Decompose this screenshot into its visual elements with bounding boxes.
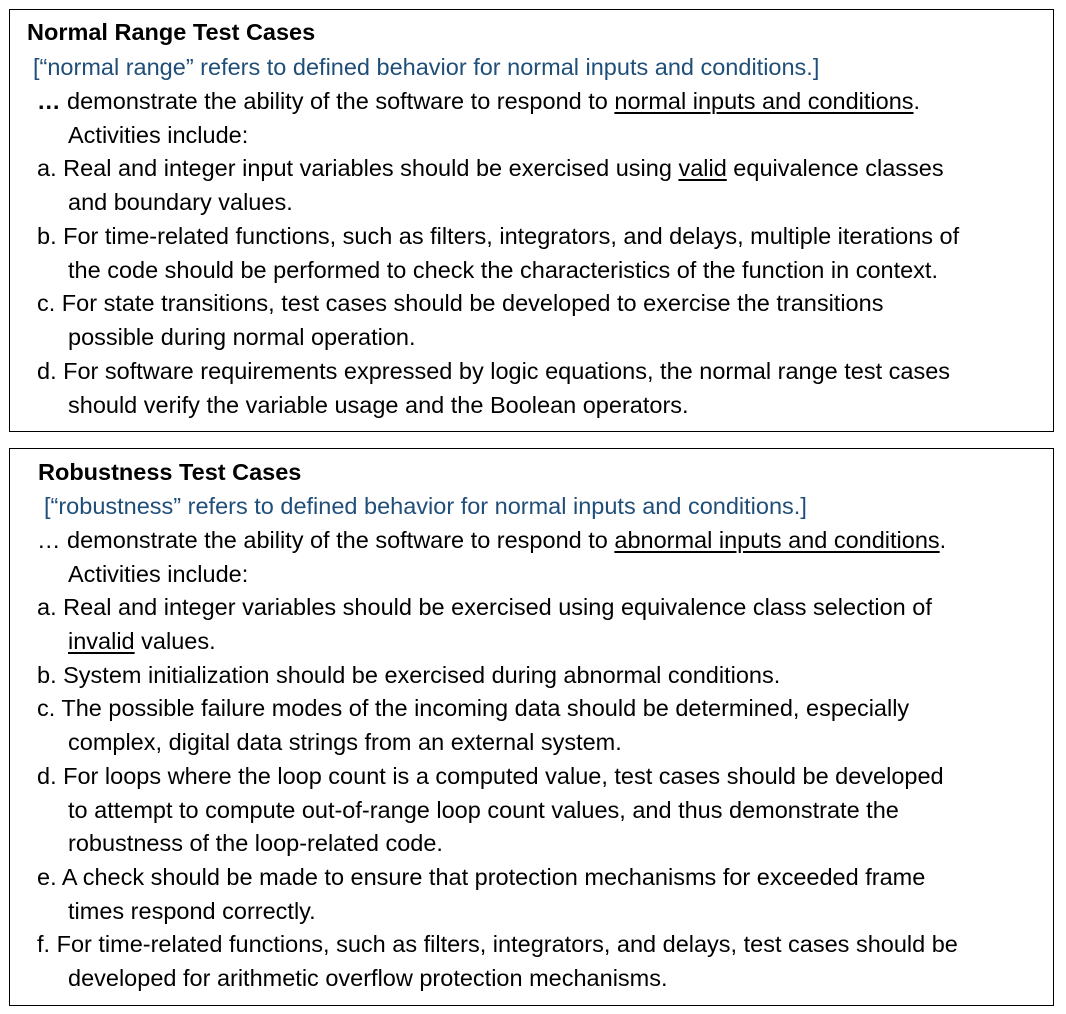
robust-item-d-cont: to attempt to compute out-of-range loop count values, and thus demonstrate the bbox=[68, 797, 899, 823]
robust-item-f-cont: developed for arithmetic overflow protection mechanisms. bbox=[68, 965, 668, 991]
robust-item-d-cont-2: robustness of the loop-related code. bbox=[68, 830, 443, 856]
normal-item-a-cont: and boundary values. bbox=[68, 189, 293, 215]
robust-item-a-cont: invalid values. bbox=[68, 628, 216, 654]
normal-range-intro-2: Activities include: bbox=[68, 122, 249, 148]
robustness-note: [“robustness” refers to defined behavior for normal inputs and conditions.] bbox=[44, 493, 807, 519]
underlined-phrase: abnormal inputs and conditions bbox=[614, 527, 940, 553]
normal-item-d: d. For software requirements expressed by logic equations, the normal range test cases bbox=[37, 358, 951, 384]
robust-item-f: f. For time-related functions, such as filters, integrators, and delays, test cases should be bbox=[37, 931, 958, 957]
normal-item-a: a. Real and integer input variables should be exercised using valid equivalence classes bbox=[37, 155, 944, 181]
robust-item-c-cont: complex, digital data strings from an external system. bbox=[68, 729, 622, 755]
normal-item-c: c. For state transitions, test cases should be developed to exercise the transitions bbox=[37, 290, 884, 316]
normal-range-title: Normal Range Test Cases bbox=[27, 19, 316, 45]
robustness-intro: … demonstrate the ability of the software to respond to abnormal inputs and conditions. bbox=[37, 527, 947, 553]
robust-item-a: a. Real and integer variables should be exercised using equivalence class selection of bbox=[37, 594, 932, 620]
underlined-word: valid bbox=[678, 155, 727, 181]
normal-range-note: [“normal range” refers to defined behavior for normal inputs and conditions.] bbox=[33, 54, 820, 80]
robustness-title: Robustness Test Cases bbox=[38, 459, 302, 485]
intro-ellipsis: … bbox=[37, 88, 61, 114]
normal-item-d-cont: should verify the variable usage and the Boolean operators. bbox=[68, 392, 689, 418]
robust-item-c: c. The possible failure modes of the incoming data should be determined, especially bbox=[37, 695, 910, 721]
underlined-word: invalid bbox=[68, 628, 135, 654]
robustness-intro-2: Activities include: bbox=[68, 561, 249, 587]
robust-item-b: b. System initialization should be exercised during abnormal conditions. bbox=[37, 662, 781, 688]
normal-item-c-cont: possible during normal operation. bbox=[68, 324, 416, 350]
robust-item-d: d. For loops where the loop count is a computed value, test cases should be developed bbox=[37, 763, 944, 789]
robust-item-e-cont: times respond correctly. bbox=[68, 898, 316, 924]
robust-item-e: e. A check should be made to ensure that protection mechanisms for exceeded frame bbox=[37, 864, 926, 890]
normal-range-intro: … demonstrate the ability of the software to respond to normal inputs and conditions. bbox=[37, 88, 921, 114]
underlined-phrase: normal inputs and conditions bbox=[614, 88, 914, 114]
normal-item-b: b. For time-related functions, such as filters, integrators, and delays, multiple iterations of bbox=[37, 223, 960, 249]
normal-item-b-cont: the code should be performed to check the characteristics of the function in context. bbox=[68, 257, 938, 283]
